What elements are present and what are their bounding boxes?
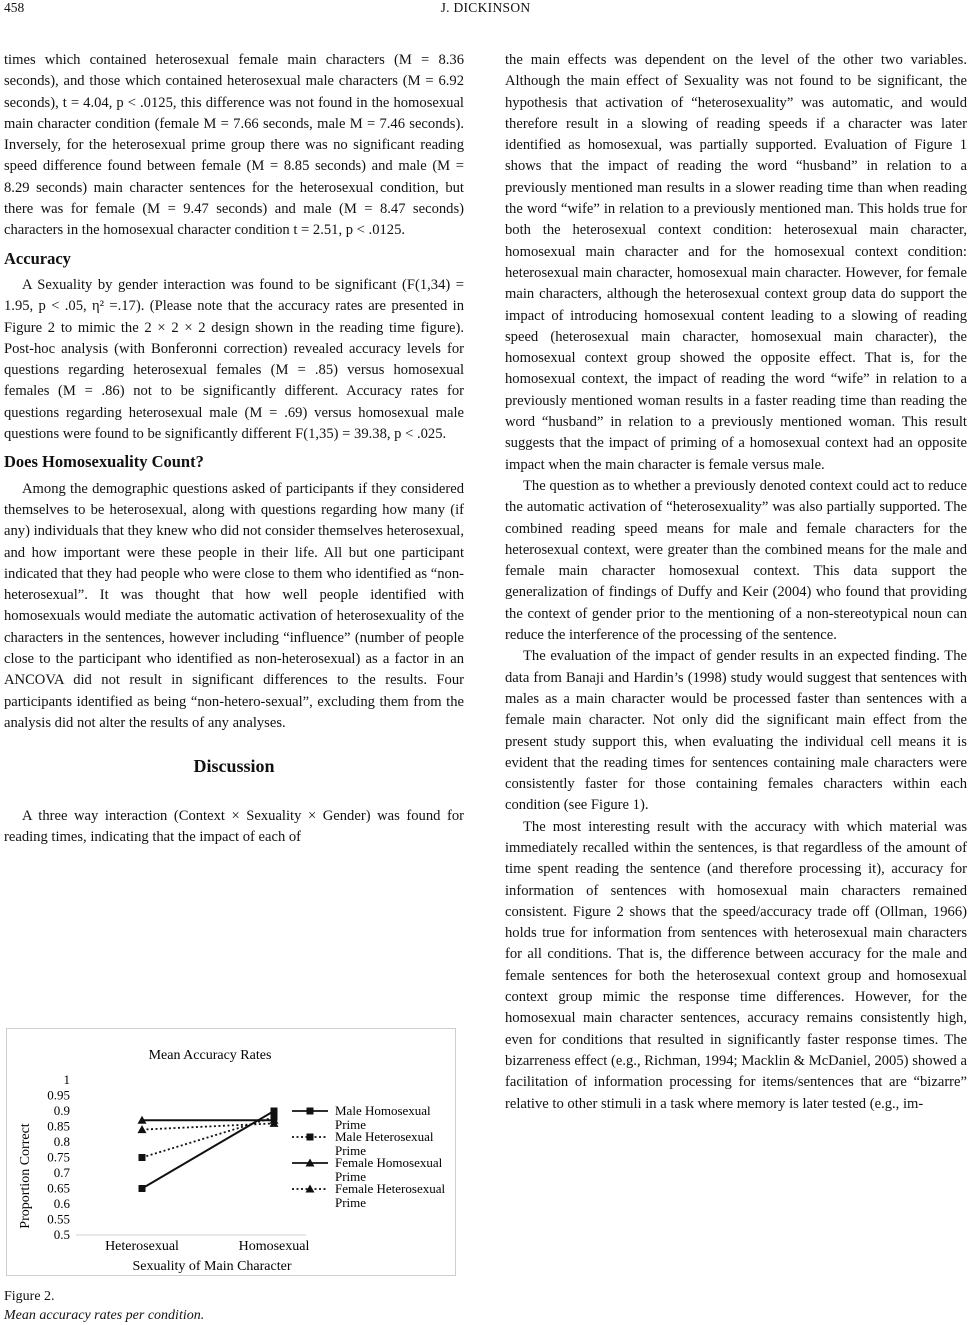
running-head: J. DICKINSON [440,0,531,15]
legend-label-line: Female Homosexual [335,1155,443,1170]
paragraph: The most interesting result with the accuracy with which material was immediately recalled within the sentences, is that regardless of the amount of time spent reading the sentence (and therefore processing it), accuracy for information of sentences with homosexual main characters remained consistent. Figure 2 shows that the speed/accuracy trade off (Ollman, 1966) holds true for information from sentences with heterosexual main characters for all conditions. That is, the difference between accuracy for the male and female sentences for both the heterosexual context group and homosexual context group mimic the response time differences. However, for the homosexual main character sentences, accuracy remains consistently high, even for conditions that resulted in significantly faster response times. The bizarreness effect (e.g., Richman, 1994; Macklin & McDaniel, 2005) showed a facilitation of information processing for items/sentences that are “bizarre” relative to other stimuli in a task where memory is later tested (e.g., im- [505,818,967,1112]
paragraph: the main effects was dependent on the level of the other two variables. Although the main effect of Sexuality was not found to be significant, the hypothesis that activation of “heterosexuality” was automatic, and would therefore result in a slowing of reading speeds if a character was later identified as homosexual, was partially supported. Evaluation of Figure 1 shows that the impact of reading the word “husband” in relation to a previously mentioned man results in a slower reading time than when reading the word “wife” in relation to a previously mentioned man. This holds true for both the heterosexual context condition: heterosexual main character, homosexual main character and for the homosexual context condition: heterosexual main character, homosexual main character. However, for female main characters, although the heterosexual context group data do support the impact of introducing homosexual content leading to a slowing of reading speed (heterosexual main character, homosexual main character), the homosexual context group showed the opposite effect. That is, for the homosexual context, the impact of reading the word “wife” in relation to a previously mentioned woman results in a faster reading time than reading the word “husband” in relation to a previously mentioned woman. This result suggests that the impact of priming of a homosexual context had an opposite impact when the main character is female versus male. [505,52,967,473]
y-tick-label: 0.55 [47,1211,70,1227]
page-number: 458 [4,0,25,15]
figure-2 [6,1028,456,1276]
legend-label-line: Prime [335,1195,367,1210]
caption-number: Figure 2. [4,1289,55,1304]
y-tick-label: 0.6 [53,1196,70,1211]
y-tick-label: 0.7 [53,1165,70,1180]
figure-caption [4,1287,204,1325]
y-tick-label: 0.65 [47,1180,70,1196]
left-column [4,50,464,848]
section-heading-homosexuality-count: Does Homosexuality Count? [4,452,204,472]
y-tick-label: 0.95 [47,1087,70,1103]
section-heading-accuracy: Accuracy [4,248,71,268]
y-tick-label: 0.85 [47,1118,70,1134]
x-tick-label: Homosexual [238,1239,310,1254]
y-tick-label: 0.8 [53,1134,70,1149]
x-tick-label: Heterosexual [105,1239,179,1254]
page-header [0,0,971,20]
paragraph: times which contained heterosexual female main characters (M = 8.36 seconds), and those which contained heterosexual male characters (M = 6.92 seconds), t = 4.04, p < .0125, this difference was not found in the homosexual main character condition (female M = 7.66 seconds, male M = 7.46 seconds). Inversely, for the heterosexual prime group there was no significant reading speed difference found between female (M = 8.85 seconds) and male (M = 8.29 seconds) main character sentences for the heterosexual condition, but there was for female (M = 9.47 seconds) and male (M = 8.47 seconds) characters in the homosexual character condition t = 2.51, p < .0125. [4,52,464,239]
data-point [271,1108,278,1115]
paragraph: The question as to whether a previously denoted context could act to reduce the automatic activation of “heterosexuality” was also partially supported. The combined reading speed means for male and female characters for the heterosexual context, were greater than the combined means for the male and female main character homosexual context. This data support the generalization of findings of Duffy and Keir (2004) who found that providing the context of gender prior to the mentioning of a non-stereotypical noun can reduce the interference of the processing of the sentence. [505,477,967,644]
y-tick-label: 0.75 [47,1149,70,1165]
x-axis-label: Sexuality of Main Character [132,1259,292,1274]
data-point [139,1185,146,1192]
y-tick-label: 0.9 [53,1103,70,1118]
chart-title: Mean Accuracy Rates [148,1048,272,1063]
legend-label-line: Male Heterosexual [335,1129,434,1144]
paragraph: The evaluation of the impact of gender results in an expected finding. The data from Banaji and Hardin’s (1998) study would suggest that sentences with males as a main character would be processed faster than sentences with a female main character. Not only did the significant main effect from the present study support this, when evaluating the individual cell means it is evident that the reading times for sentences containing male characters were consistently faster for those containing females characters within each condition (see Figure 1). [505,648,967,814]
paragraph: Among the demographic questions asked of participants if they considered themselves to be heterosexual, along with questions regarding how many (if any) individuals that they knew who did not consider themselves heterosexual, and how important were these people in their life. All but one participant indicated that they had people who were close to them who identified as “non-heterosexual”. It was thought that how well people identified with homosexuals would mediate the automatic activation of heterosexuality of the characters in the sentences, however including “influence” (number of people close to the participant who identified as non-heterosexual) as a factor in an ANCOVA did not result in significant differences to the results. Four participants identified as being “non-hetero-sexual”, excluding them from the analysis did not alter the results of any analyses. [4,480,465,731]
right-column [505,50,967,1115]
legend-label-line: Prime [335,1143,367,1158]
legend-swatch-marker [307,1108,314,1115]
legend-label-line: Female Heterosexual [335,1181,446,1196]
chart-frame [7,1029,456,1276]
caption-text: Mean accuracy rates per condition. [4,1308,205,1323]
legend-swatch-marker [307,1134,314,1141]
legend-label-line: Prime [335,1117,367,1132]
y-tick-label: 0.5 [53,1227,70,1242]
section-heading-discussion: Discussion [193,756,275,777]
legend-label-line: Male Homosexual [335,1103,431,1118]
legend-label-line: Prime [335,1169,367,1184]
paragraph: A Sexuality by gender interaction was found to be significant (F(1,34) = 1.95, p < .05, η² =.17). (Please note that the accuracy rates are presented in Figure 2 to mimic the 2 × 2 × 2 design shown in the reading time figure). Post-hoc analysis (with Bonferonni correction) revealed accuracy levels for questions regarding heterosexual females (M = .85) versus homosexual females (M = .86) not to be significantly different. Accuracy rates for questions regarding heterosexual male (M = .69) versus homosexual male questions were found to be significantly different F(1,35) = 39.38, p < .025. [4,276,464,443]
accuracy-chart [6,1028,456,1276]
y-axis-label: Proportion Correct [18,1123,33,1229]
y-tick-label: 1 [63,1072,70,1087]
paragraph: A three way interaction (Context × Sexuality × Gender) was found for reading times, indicating that the impact of each of [4,807,464,845]
data-point [139,1154,146,1161]
